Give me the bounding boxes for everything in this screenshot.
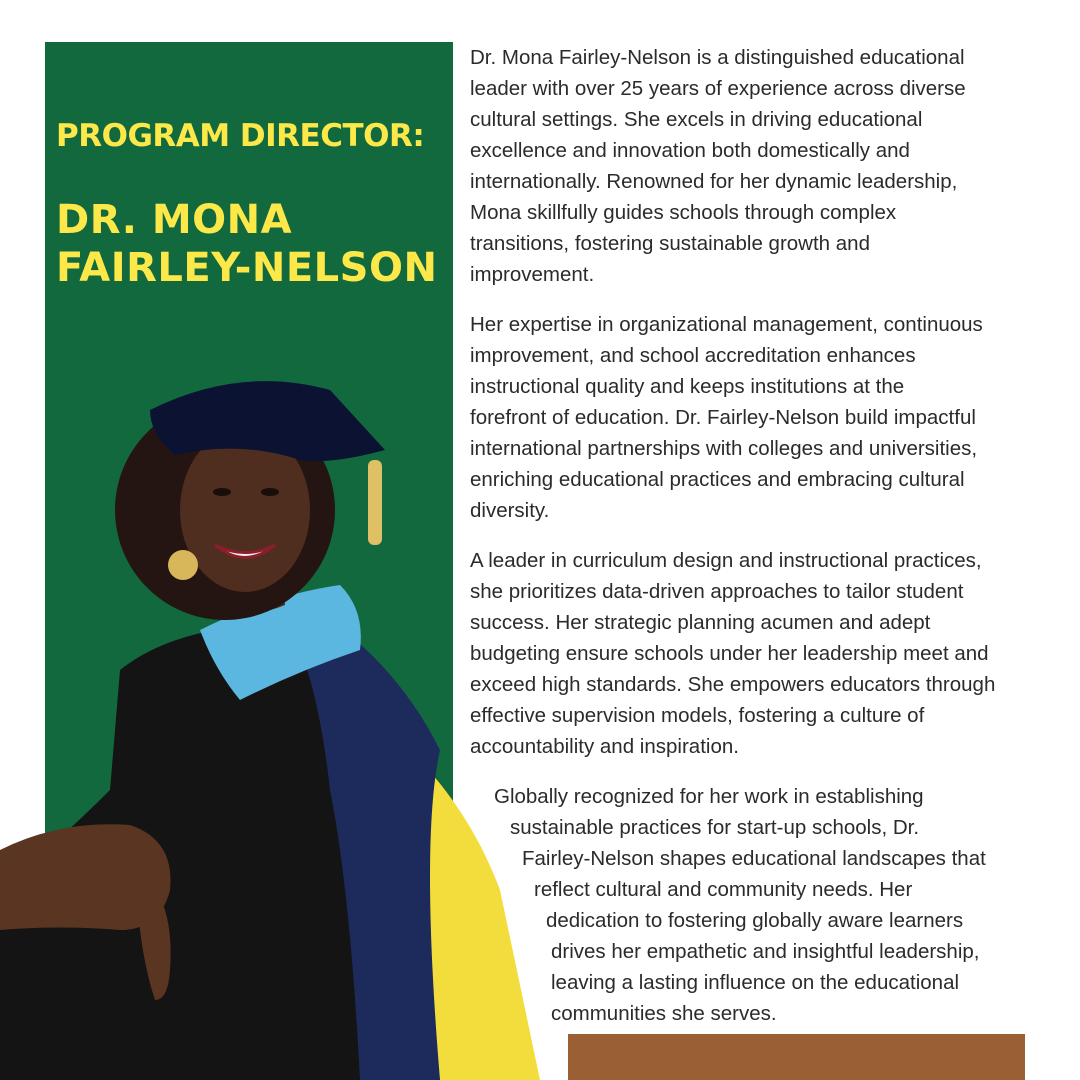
bio-line: success. Her strategic planning acumen and adept: [470, 611, 931, 634]
bio-line: Her expertise in organizational management, continuous: [470, 313, 983, 336]
bio-line: international partnerships with colleges and universities,: [470, 437, 978, 460]
bio-line: instructional quality and keeps institutions at the: [470, 375, 905, 398]
bio-line: Fairley-Nelson shapes educational landscapes that: [522, 847, 986, 870]
bio-line: Mona skillfully guides schools through complex: [470, 201, 897, 224]
bio-line: enriching educational practices and embracing cultural: [470, 468, 965, 491]
bio-line: transitions, fostering sustainable growth and: [470, 232, 870, 255]
bio-line: forefront of education. Dr. Fairley-Nelson build impactful: [470, 406, 976, 429]
bio-line: communities she serves.: [551, 1002, 777, 1025]
bio-line: improvement, and school accreditation enhances: [470, 344, 916, 367]
bio-line: diversity.: [470, 499, 550, 522]
bio-line: dedication to fostering globally aware learners: [546, 909, 964, 932]
bio-paragraph-3: [470, 545, 1050, 762]
bio-paragraph-1: [470, 42, 1050, 290]
bio-line: cultural settings. She excels in driving educational: [470, 108, 923, 131]
bio-paragraph-2: [470, 309, 1050, 526]
accent-bar: [568, 1034, 1025, 1080]
bio-paragraph-4: [470, 781, 1050, 1029]
bio-line: effective supervision models, fostering a culture of: [470, 704, 925, 727]
bio-line: Dr. Mona Fairley-Nelson is a distinguished educational: [470, 46, 965, 69]
bio-line: Globally recognized for her work in establishing: [494, 785, 924, 808]
graduation-cap: [150, 381, 385, 461]
bio-line: excellence and innovation both domestically and: [470, 139, 910, 162]
bio-line: exceed high standards. She empowers educators through: [470, 673, 996, 696]
bio-line: drives her empathetic and insightful leadership,: [551, 940, 980, 963]
person-name: [56, 196, 456, 292]
person-name-line-2: FAIRLEY-NELSON: [56, 245, 438, 291]
bio-line: internationally. Renowned for her dynamic leadership,: [470, 170, 958, 193]
bio-line: leaving a lasting influence on the educational: [551, 971, 960, 994]
tassel: [368, 460, 382, 545]
bio-line: budgeting ensure schools under her leadership meet and: [470, 642, 989, 665]
bio-line: she prioritizes data-driven approaches to tailor student: [470, 580, 964, 603]
bio-line: A leader in curriculum design and instructional practices,: [470, 549, 982, 572]
person-name-line-1: DR. MONA: [56, 197, 293, 243]
role-title: PROGRAM DIRECTOR:: [56, 118, 425, 154]
earring: [168, 550, 198, 580]
biography: [470, 42, 1050, 1048]
bio-line: sustainable practices for start-up schools, Dr.: [510, 816, 920, 839]
bio-line: accountability and inspiration.: [470, 735, 739, 758]
bio-line: reflect cultural and community needs. Her: [534, 878, 913, 901]
bio-line: leader with over 25 years of experience across diverse: [470, 77, 966, 100]
bio-line: improvement.: [470, 263, 595, 286]
